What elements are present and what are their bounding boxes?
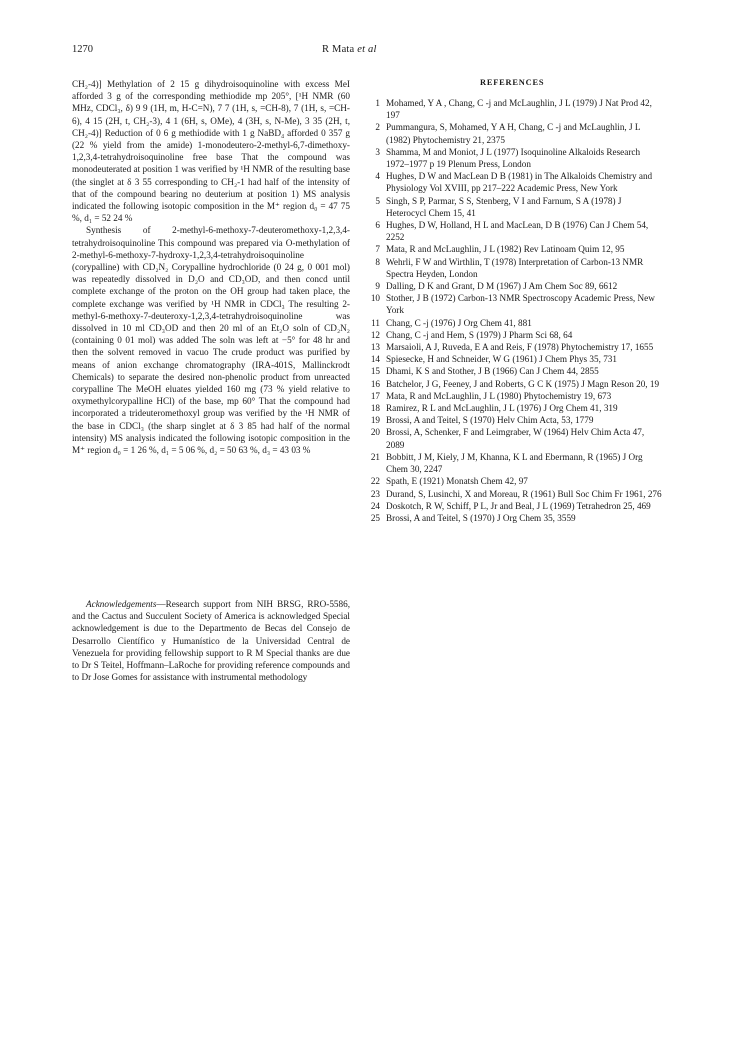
running-head-author: R Mata xyxy=(322,44,355,55)
reference-text: Spiesecke, H and Schneider, W G (1961) J Chem Phys 35, 731 xyxy=(386,354,617,365)
reference-number: 12 xyxy=(370,329,380,340)
reference-text: Batchelor, J G, Feeney, J and Roberts, G C K (1975) J Magn Reson 20, 19 xyxy=(386,378,660,389)
reference-text: Ramirez, R L and McLaughlin, J L (1976) J Org Chem 41, 319 xyxy=(386,403,618,414)
reference-number: 18 xyxy=(370,403,380,414)
reference-item xyxy=(364,475,664,487)
reference-text: Bobbitt, J M, Kiely, J M, Khanna, K L and Ebermann, R (1965) J Org Chem 30, 2247 xyxy=(386,451,643,475)
reference-number: 10 xyxy=(370,293,380,304)
reference-text: Shamma, M and Moniot, J L (1977) Isoquinoline Alkaloids Research 1972–1977 p 19 Plenum Press, London xyxy=(386,146,641,170)
reference-number: 4 xyxy=(375,171,380,182)
reference-number: 3 xyxy=(375,146,380,157)
reference-number: 17 xyxy=(370,390,380,401)
reference-item xyxy=(364,280,664,292)
reference-text: Mata, R and McLaughlin, J L (1982) Rev Latinoam Quim 12, 95 xyxy=(386,244,625,255)
reference-item xyxy=(364,292,664,316)
reference-number: 16 xyxy=(370,378,380,389)
reference-text: Pummangura, S, Mohamed, Y A H, Chang, C -j and McLaughlin, J L (1982) Phytochemistry 21, 2375 xyxy=(386,122,641,145)
references-heading: REFERENCES xyxy=(480,78,545,87)
reference-item xyxy=(364,170,664,194)
reference-item xyxy=(364,195,664,219)
running-head-etal: et al xyxy=(357,44,377,55)
reference-item xyxy=(364,341,664,353)
reference-text: Spath, E (1921) Monatsh Chem 42, 97 xyxy=(386,476,528,487)
reference-text: Doskotch, R W, Schiff, P L, Jr and Beal, J L (1969) Tetrahedron 25, 469 xyxy=(386,500,651,511)
running-head xyxy=(322,44,377,55)
reference-number: 7 xyxy=(375,244,380,255)
reference-number: 14 xyxy=(370,354,380,365)
acknowledgements-text: —Research support from NIH BRSG, RRO-5586, and the Cactus and Succulent Society of America is acknowledged Special acknowledgement is due to the Departmento de Becas del Consejo de Desarrollo Científico y Humanístico de la Universidad Central de Venezuela for providing fellowship support to R M Special thanks are due to Dr S Teitel, Hoffmann–LaRoche for providing reference compounds and to Dr Jose Gomes for assistance with instrumental methodology xyxy=(72,599,350,683)
reference-number: 15 xyxy=(370,366,380,377)
reference-text: Dalling, D K and Grant, D M (1967) J Am Chem Soc 89, 6612 xyxy=(386,281,618,292)
reference-text: Singh, S P, Parmar, S S, Stenberg, V I and Farnum, S A (1978) J Heterocycl Chem 15, 41 xyxy=(386,195,622,218)
reference-item xyxy=(364,243,664,255)
reference-text: Hughes, D W and MacLean D B (1981) in The Alkaloids Chemistry and Physiology Vol XVIII, pp 217–222 Academic Press, New York xyxy=(386,171,653,194)
reference-number: 22 xyxy=(370,476,380,487)
reference-item xyxy=(364,451,664,475)
reference-text: Mata, R and McLaughlin, J L (1980) Phytochemistry 19, 673 xyxy=(386,390,612,401)
reference-text: Mohamed, Y A , Chang, C -j and McLaughlin, J L (1979) J Nat Prod 42, 197 xyxy=(386,98,652,121)
reference-number: 13 xyxy=(370,342,380,353)
reference-item xyxy=(364,378,664,390)
reference-text: Brossi, A and Teitel, S (1970) Helv Chim Acta, 53, 1779 xyxy=(386,415,594,426)
reference-number: 23 xyxy=(370,488,380,499)
reference-number: 8 xyxy=(375,256,380,267)
reference-text: Chang, C -j (1976) J Org Chem 41, 881 xyxy=(386,317,532,328)
reference-item xyxy=(364,256,664,280)
reference-text: Stother, J B (1972) Carbon-13 NMR Spectroscopy Academic Press, New York xyxy=(386,293,655,316)
acknowledgements-label: Acknowledgements xyxy=(86,599,157,609)
reference-number: 19 xyxy=(370,415,380,426)
reference-text: Brossi, A, Schenker, F and Leimgraber, W (1964) Helv Chim Acta 47, 2089 xyxy=(386,427,645,450)
reference-number: 21 xyxy=(370,451,380,462)
reference-number: 11 xyxy=(371,317,380,328)
reference-item xyxy=(364,414,664,426)
body-paragraph: Synthesis of 2-methyl-6-methoxy-7-deuteromethoxy-1,2,3,4-tetrahydroisoquinoline This compound was prepared via O-methylation of 2-methyl-6-methoxy-7-hydroxy-1,2,3,4-tetrahydroisoquinoline (corypalline) with CD₂N₂ Corypalline hydrochloride (0 24 g, 0 001 mol) was repeatedly dissolved in D₂O and CD₃OD, and then concd until complete exchange of the proton on the OH group had taken place, the complete exchange was verified by ¹H NMR in CDCl₃ The resulting 2-methyl-6-methoxy-7-deuteroxy-1,2,3,4-tetrahydroisoquinoline was dissolved in 10 ml CD₃OD and then 20 ml of an Et₂O soln of CD₂N₂ (containing 0 01 mol) was added The soln was left at −5° for 48 hr and then the solvent removed in vacuo The crude product was purified by means of anion exchange chromatography (IRA-401S, Mallinckrodt Chemicals) to separate the desired non-phenolic product from unreacted corypalline The MeOH eluates yielded 160 mg (73 % yield relative to oxymethylcorypalline HCl) of the base, mp 60° That the compound had incorporated a trideuteromethoxyl group was verified by the ¹H NMR of the base in CDCl₃ (the sharp singlet at δ 3 85 had half of the normal intensity) MS analysis indicated the following isotopic composition in the M⁺ region d₀ = 1 26 %, d₁ = 5 06 %, d₂ = 50 63 %, d₃ = 43 03 % xyxy=(72,225,350,456)
body-paragraph: CH₂-4)] Methylation of 2 15 g dihydroisoquinoline with excess MeI afforded 3 g of the corresponding methiodide mp 205°, [¹H NMR (60 MHz, CDCl₃, δ) 9 9 (1H, m, H-C=N), 7 7 (1H, s, =CH-8), 7 (1H, s, =CH-6), 4 15 (2H, t, CH₂-3), 4 1 (6H, s, OMe), 4 (3H, s, N-Me), 3 35 (2H, t, CH₂-4)] Reduction of 0 6 g methiodide with 1 g NaBD₄ afforded 0 357 g (22 % yield from the amide) 1-monodeutero-2-methyl-6,7-dimethoxy-1,2,3,4-tetrahydroisoquinoline free base That the compound was monodeuterated at position 1 was verified by ¹H NMR of the resulting base (the singlet at δ 3 55 corresponding to CH₂-1 had half of the intensity of that of the compound bearing no deuterium at position 1) MS analysis indicated the following isotopic composition in the M⁺ region d₀ = 47 75 %, d₁ = 52 24 % xyxy=(72,79,350,224)
reference-item xyxy=(364,146,664,170)
reference-number: 25 xyxy=(370,512,380,523)
reference-text: Durand, S, Lusinchi, X and Moreau, R (1961) Bull Soc Chim Fr 1961, 276 xyxy=(386,488,662,499)
reference-item xyxy=(364,402,664,414)
references-list xyxy=(364,97,664,524)
reference-item xyxy=(364,219,664,243)
page-number: 1270 xyxy=(72,44,93,55)
reference-text: Marsaioli, A J, Ruveda, E A and Reis, F (1978) Phytochemistry 17, 1655 xyxy=(386,342,654,353)
reference-item xyxy=(364,121,664,145)
reference-text: Dhami, K S and Stother, J B (1966) Can J Chem 44, 2855 xyxy=(386,366,599,377)
reference-number: 20 xyxy=(370,427,380,438)
reference-item xyxy=(364,512,664,524)
reference-number: 24 xyxy=(370,500,380,511)
reference-item xyxy=(364,365,664,377)
reference-item xyxy=(364,329,664,341)
reference-item xyxy=(364,500,664,512)
reference-number: 2 xyxy=(375,122,380,133)
acknowledgements xyxy=(72,598,350,683)
reference-item xyxy=(364,97,664,121)
reference-text: Chang, C -j and Hem, S (1979) J Pharm Sci 68, 64 xyxy=(386,329,573,340)
body-text-column xyxy=(72,78,350,456)
reference-text: Wehrli, F W and Wirthlin, T (1978) Interpretation of Carbon-13 NMR Spectra Heyden, London xyxy=(386,256,644,279)
reference-number: 9 xyxy=(375,281,380,292)
reference-item xyxy=(364,353,664,365)
reference-number: 5 xyxy=(375,195,380,206)
reference-item xyxy=(364,488,664,500)
reference-number: 1 xyxy=(375,98,380,108)
reference-text: Brossi, A and Teitel, S (1970) J Org Chem 35, 3559 xyxy=(386,512,576,523)
reference-item xyxy=(364,426,664,450)
reference-item xyxy=(364,317,664,329)
reference-item xyxy=(364,390,664,402)
reference-text: Hughes, D W, Holland, H L and MacLean, D B (1976) Can J Chem 54, 2252 xyxy=(386,220,649,243)
reference-number: 6 xyxy=(375,220,380,231)
